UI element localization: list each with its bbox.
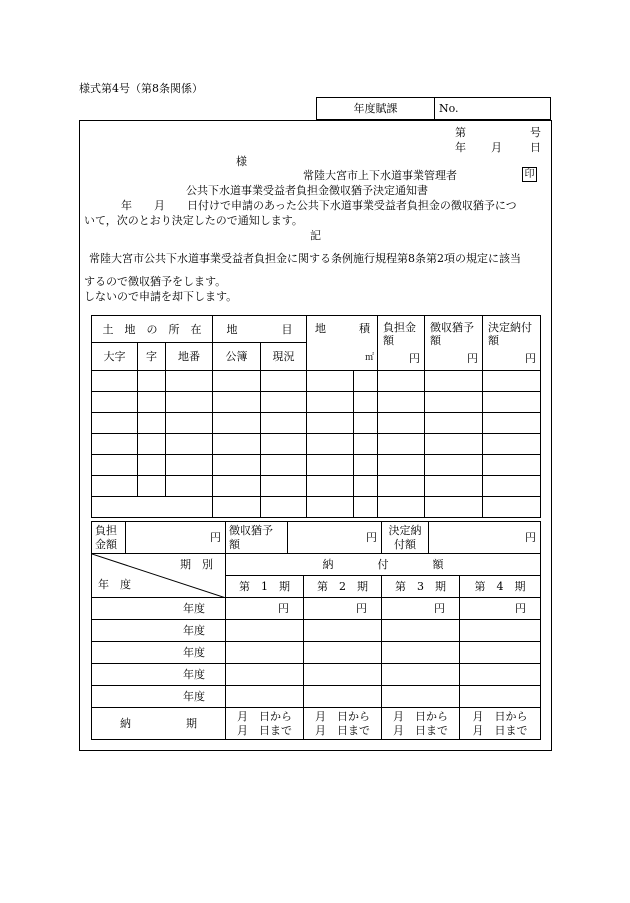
table-row <box>92 392 541 413</box>
nendo-label: 年 度 <box>98 578 131 591</box>
kibetsu-label: 期 別 <box>180 558 213 571</box>
nofu-header: 納 付 額 <box>226 554 541 576</box>
row-nendo-label: 年度 <box>92 620 226 642</box>
summary-chosyu-cell <box>226 522 382 554</box>
table-row <box>92 497 541 518</box>
header-location: 土 地 の 所 在 <box>92 316 213 343</box>
header-area: 地 積 <box>315 322 371 335</box>
number-label: No. <box>435 98 551 120</box>
body-line-1: 年 月 日付けで申請のあった公共下水道事業受益者負担金の徴収猶予につ <box>121 199 517 212</box>
row-nendo-label: 年度 <box>92 598 226 620</box>
header-kobo: 公簿 <box>213 343 261 371</box>
row-yen-3: 円 <box>382 598 460 620</box>
unit-m2: ㎡ <box>365 353 375 363</box>
noki-from: 月 日から <box>237 709 292 723</box>
noki-from: 月 日から <box>472 709 528 723</box>
table-row <box>92 413 541 434</box>
summary-chosyu-label: 徴収猶予額 <box>229 524 273 551</box>
header-oaza: 大字 <box>92 343 138 371</box>
header-chosyu: 徴収猶予額 <box>430 321 475 347</box>
seal-mark: 印 <box>522 167 537 182</box>
ki-label: 記 <box>310 229 321 242</box>
row-nendo-label: 年度 <box>92 664 226 686</box>
table-row <box>92 686 541 708</box>
clause-line-1: 常陸大宮市公共下水道事業受益者負担金に関する条例施行規程第8条第2項の規定に該当 <box>89 252 521 265</box>
sama-label: 様 <box>236 155 247 168</box>
kibetsu-nendo-cell <box>92 554 226 598</box>
summary-futan-label: 負担金額 <box>95 524 117 551</box>
row-nendo-label: 年度 <box>92 686 226 708</box>
noki-period-1 <box>226 708 304 740</box>
dai-label: 第 <box>455 126 466 139</box>
noki-from: 月 日から <box>393 709 448 723</box>
noki-label: 納 期 <box>92 708 226 740</box>
header-chiban: 地番 <box>166 343 213 371</box>
row-yen-1: 円 <box>226 598 304 620</box>
header-area-cell <box>307 316 378 371</box>
row-yen-4: 円 <box>460 598 541 620</box>
table-row <box>92 620 541 642</box>
row-yen-2: 円 <box>304 598 382 620</box>
header-chosyu-cell <box>425 316 483 371</box>
period-1: 第 1 期 <box>226 576 304 598</box>
header-futan: 負担金額 <box>383 321 417 347</box>
table-row <box>92 664 541 686</box>
header-futan-cell <box>378 316 425 371</box>
summary-kettei-label: 決定納付額 <box>388 524 422 551</box>
unit-yen-3: 円 <box>525 352 537 365</box>
header-genkyo: 現況 <box>261 343 307 371</box>
year-label: 年 <box>455 141 466 154</box>
summary-chosyu-yen: 円 <box>366 531 377 544</box>
period-4: 第 4 期 <box>460 576 541 598</box>
issuer-name: 常陸大宮市上下水道事業管理者 <box>303 169 457 182</box>
period-3: 第 3 期 <box>382 576 460 598</box>
table-row <box>92 455 541 476</box>
noki-to: 月 日まで <box>393 723 448 737</box>
table-row <box>92 476 541 497</box>
noki-from: 月 日から <box>315 709 370 723</box>
unit-yen-1: 円 <box>409 352 421 365</box>
unit-yen-2: 円 <box>467 352 479 365</box>
go-label: 号 <box>530 126 541 139</box>
table-row <box>92 434 541 455</box>
summary-kettei-yen: 円 <box>525 531 536 544</box>
payment-table <box>91 521 541 740</box>
noki-period-4 <box>460 708 541 740</box>
noki-to: 月 日まで <box>472 723 528 737</box>
top-box <box>316 97 551 120</box>
table-row <box>92 371 541 392</box>
fiscal-year-label: 年度賦課 <box>317 98 435 120</box>
header-kettei: 決定納付額 <box>488 321 533 347</box>
table-row <box>92 642 541 664</box>
noki-period-3 <box>382 708 460 740</box>
summary-futan-cell <box>92 522 226 554</box>
clause-line-2: するので徴収猶予をします。 <box>84 275 227 288</box>
form-number: 様式第4号（第8条関係） <box>79 82 203 95</box>
header-aza: 字 <box>138 343 166 371</box>
clause-line-3: しないので申請を却下します。 <box>84 290 238 303</box>
noki-period-2 <box>304 708 382 740</box>
table-row <box>92 598 541 620</box>
day-label: 日 <box>530 141 541 154</box>
noki-to: 月 日まで <box>237 723 292 737</box>
summary-futan-yen: 円 <box>210 531 221 544</box>
body-line-2: いて，次のとおり決定したので通知します。 <box>84 214 303 227</box>
month-label: 月 <box>491 141 502 154</box>
row-nendo-label: 年度 <box>92 642 226 664</box>
noki-to: 月 日まで <box>315 723 370 737</box>
summary-kettei-cell <box>382 522 541 554</box>
header-chimoku: 地 目 <box>213 316 307 343</box>
document-title: 公共下水道事業受益者負担金徴収猶予決定通知書 <box>186 184 428 197</box>
land-table <box>91 315 541 518</box>
period-2: 第 2 期 <box>304 576 382 598</box>
header-kettei-cell <box>483 316 541 371</box>
